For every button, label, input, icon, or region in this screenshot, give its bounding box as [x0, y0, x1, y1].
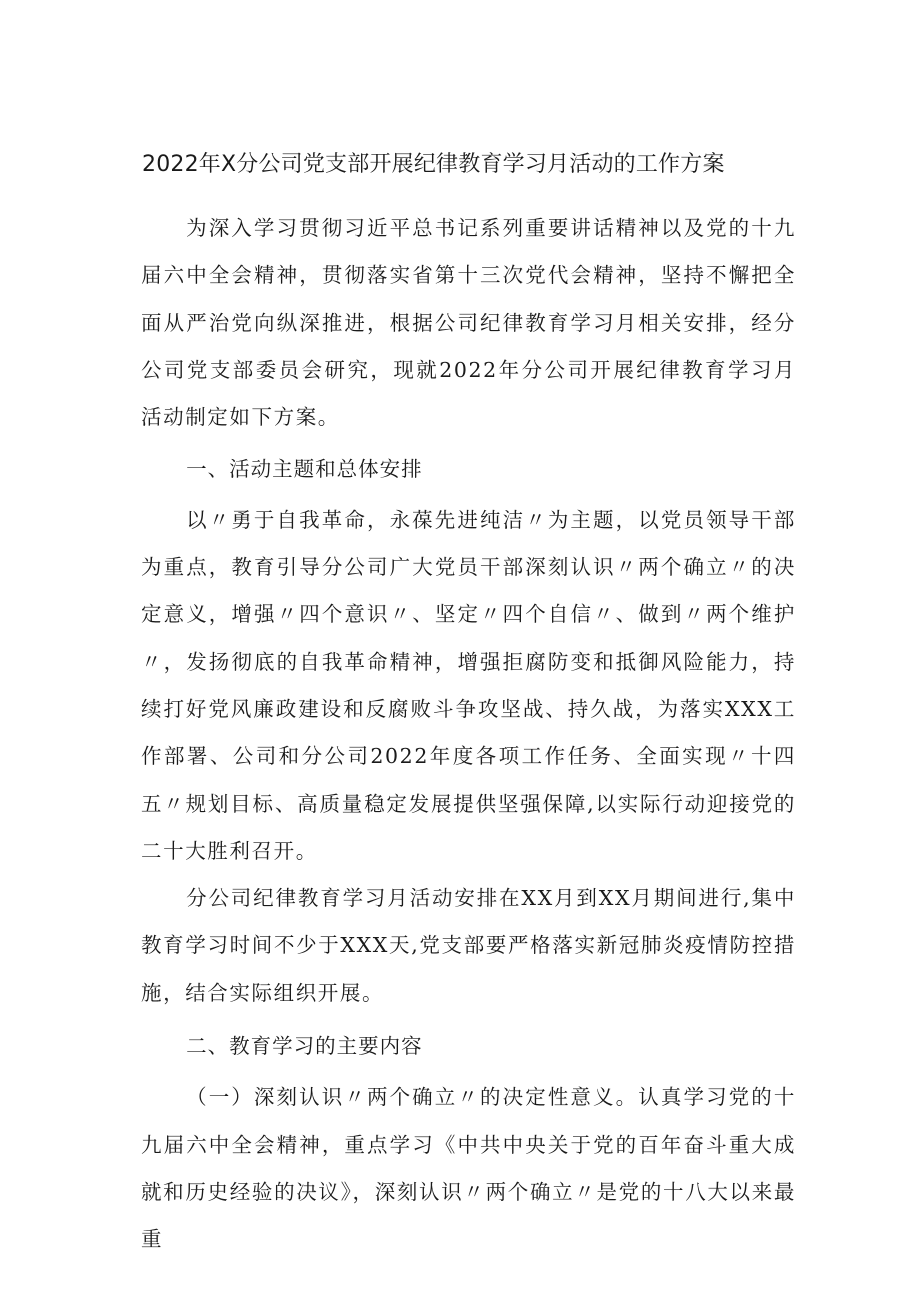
- document-title: 2022年X分公司党支部开展纪律教育学习月活动的工作方案: [142, 152, 725, 177]
- document-body: [141, 205, 796, 1264]
- intro-paragraph: 为深入学习贯彻习近平总书记系列重要讲话精神以及党的十九届六中全会精神，贯彻落实省第十三次党代会精神，坚持不懈把全面从严治党向纵深推进，根据公司纪律教育学习月相关安排，经分公司党支部委员会研究，现就2022年分公司开展纪律教育学习月活动制定如下方案。: [141, 216, 796, 430]
- section-heading-2: 二、教育学习的主要内容: [186, 1034, 423, 1059]
- section1-paragraph-1: 以〃勇于自我革命，永葆先进纯洁〃为主题，以党员领导干部为重点，教育引导分公司广大党员干部深刻认识〃两个确立〃的决定意义，增强〃四个意识〃、坚定〃四个自信〃、做到〃两个维护〃，发扬彻底的自我革命精神，增强拒腐防变和抵御风险能力，持续打好党风廉政建设和反腐败斗争攻坚战、持久战，为落实XXX工作部署、公司和分公司2022年度各项工作任务、全面实现〃十四五〃规划目标、高质量稳定发展提供坚强保障,以实际行动迎接党的二十大胜利召开。: [141, 507, 796, 863]
- section2-paragraph-1: （一）深刻认识〃两个确立〃的决定性意义。认真学习党的十九届六中全会精神，重点学习《中共中央关于党的百年奋斗重大成就和历史经验的决议》，深刻认识〃两个确立〃是党的十八大以来最重: [141, 1085, 796, 1252]
- section-heading-1: 一、活动主题和总体安排: [186, 457, 423, 482]
- section1-paragraph-2: 分公司纪律教育学习月活动安排在XX月到XX月期间进行,集中教育学习时间不少于XXX天,党支部要严格落实新冠肺炎疫情防控措施，结合实际组织开展。: [141, 886, 796, 1005]
